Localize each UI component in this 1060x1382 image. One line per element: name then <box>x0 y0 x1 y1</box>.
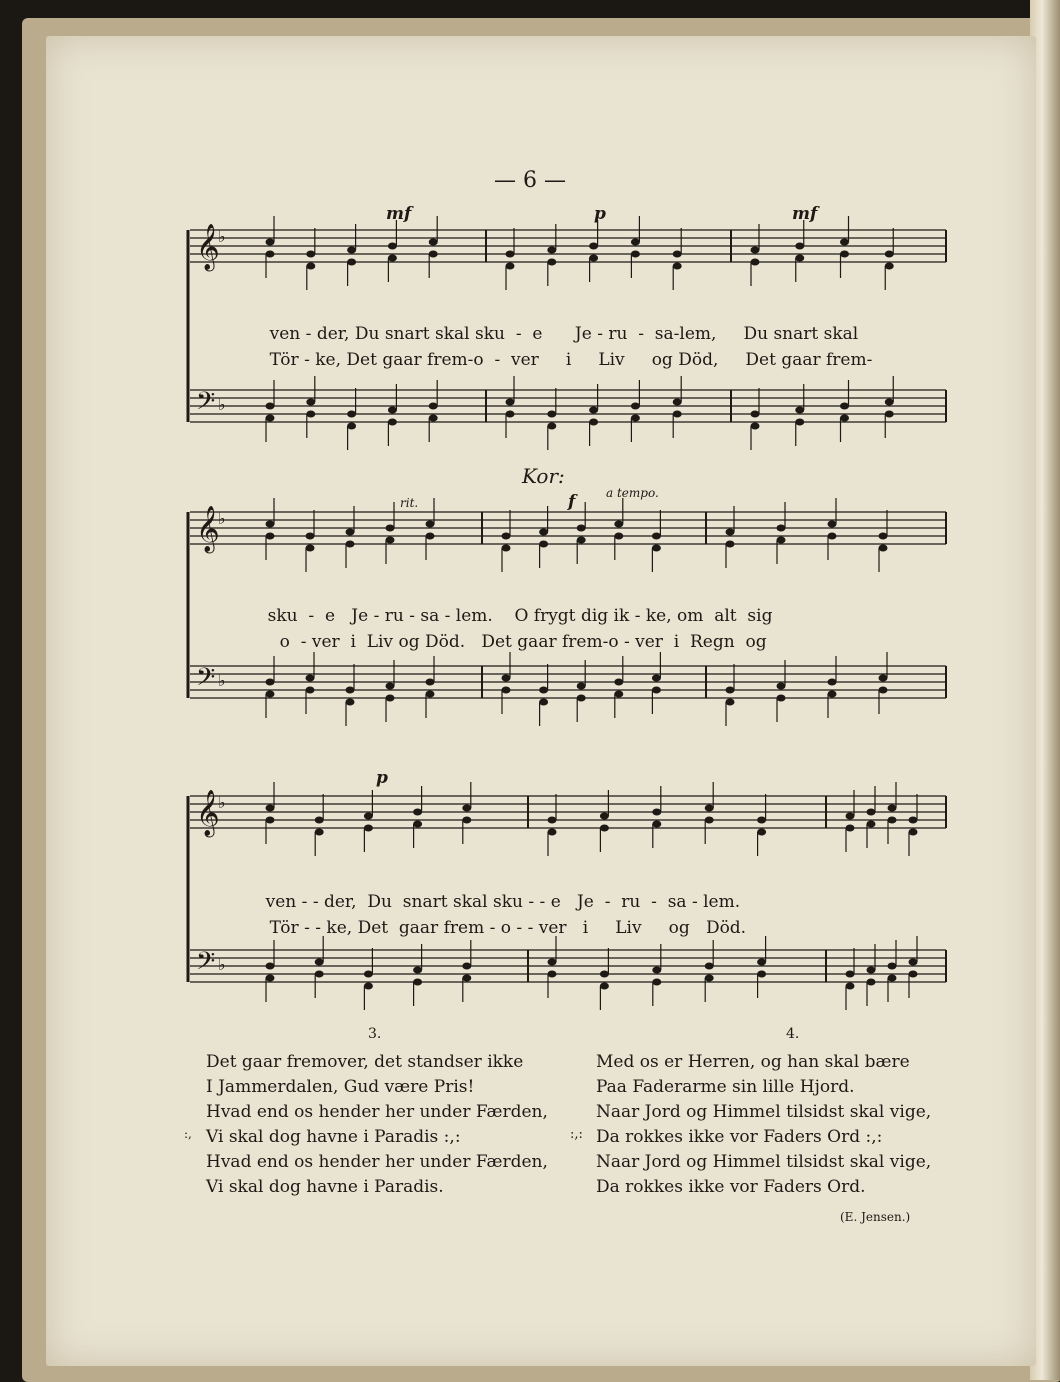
note-head <box>306 411 315 418</box>
note-head <box>867 967 876 974</box>
note-head <box>364 983 373 990</box>
note-head <box>547 247 556 254</box>
note-head <box>426 691 435 698</box>
note-head <box>846 971 855 978</box>
note-head <box>266 817 275 824</box>
treble-clef-icon: 𝄞 <box>196 506 220 552</box>
note-head <box>751 423 760 430</box>
treble-clef-icon: 𝄞 <box>196 224 220 270</box>
note-head <box>879 687 888 694</box>
note-head <box>885 251 894 258</box>
note-head <box>539 529 548 536</box>
note-head <box>652 687 661 694</box>
verse-number-4: 4. <box>786 1026 800 1042</box>
note-head <box>346 699 355 706</box>
music-system-3 <box>186 760 960 1010</box>
note-head <box>429 415 438 422</box>
lyric-line-2: Tör - ke, Det gaar frem-o - ver i Liv og Död, Det gaar frem- <box>269 350 873 370</box>
note-head <box>888 805 897 812</box>
note-head <box>577 695 586 702</box>
verse-3-repeat-mark: :, <box>184 1127 192 1141</box>
note-head <box>266 963 275 970</box>
verse-3-line: Det gaar fremover, det standser ikke <box>206 1052 524 1072</box>
note-head <box>347 411 356 418</box>
note-head <box>388 407 397 414</box>
note-head <box>306 687 315 694</box>
note-head <box>413 967 422 974</box>
flat-key-signature-icon: ♭ <box>218 509 226 528</box>
note-head <box>502 675 511 682</box>
note-head <box>885 399 894 406</box>
note-head <box>795 407 804 414</box>
note-head <box>506 411 515 418</box>
flat-key-signature-icon: ♭ <box>218 227 226 246</box>
note-head <box>315 829 324 836</box>
note-head <box>266 975 275 982</box>
treble-clef-icon: 𝄞 <box>196 790 220 836</box>
note-head <box>306 263 315 270</box>
note-head <box>577 683 586 690</box>
note-head <box>673 251 682 258</box>
note-head <box>462 805 471 812</box>
note-head <box>306 675 315 682</box>
note-head <box>547 423 556 430</box>
note-head <box>840 403 849 410</box>
note-head <box>840 251 849 258</box>
note-head <box>589 243 598 250</box>
note-head <box>462 963 471 970</box>
note-head <box>502 687 511 694</box>
note-head <box>462 817 471 824</box>
note-head <box>888 817 897 824</box>
note-head <box>909 959 918 966</box>
note-head <box>705 963 714 970</box>
lyric-line-6: Tör - - ke, Det gaar frem - o - - ver i Liv og Död. <box>269 918 747 938</box>
note-head <box>347 247 356 254</box>
note-head <box>795 255 804 262</box>
lyric-line-1: ven - der, Du snart skal sku - e Je - ru - sa-lem, Du snart skal <box>269 324 859 344</box>
note-head <box>600 983 609 990</box>
verse-3-line: Vi skal dog havne i Paradis :,: <box>206 1127 461 1147</box>
note-head <box>266 691 275 698</box>
note-head <box>589 255 598 262</box>
verse-3-line: I Jammerdalen, Gud være Pris! <box>206 1077 475 1097</box>
flat-key-signature-icon: ♭ <box>218 395 226 414</box>
note-head <box>548 829 557 836</box>
note-head <box>346 529 355 536</box>
note-head <box>757 829 766 836</box>
note-head <box>502 533 511 540</box>
note-head <box>539 687 548 694</box>
note-head <box>600 825 609 832</box>
note-head <box>306 251 315 258</box>
note-head <box>726 529 735 536</box>
note-head <box>909 817 918 824</box>
verse-4-line: Naar Jord og Himmel tilsidst skal vige, <box>596 1102 932 1122</box>
note-head <box>867 809 876 816</box>
note-head <box>600 971 609 978</box>
note-head <box>888 975 897 982</box>
note-head <box>347 259 356 266</box>
note-head <box>506 399 515 406</box>
note-head <box>673 399 682 406</box>
note-head <box>652 979 661 986</box>
note-head <box>751 411 760 418</box>
note-head <box>909 971 918 978</box>
note-head <box>828 679 837 686</box>
verse-4-line: Naar Jord og Himmel tilsidst skal vige, <box>596 1152 932 1172</box>
flat-key-signature-icon: ♭ <box>218 671 226 690</box>
note-head <box>315 817 324 824</box>
note-head <box>757 817 766 824</box>
note-head <box>266 251 275 258</box>
note-head <box>388 243 397 250</box>
author-credit: (E. Jensen.) <box>840 1210 911 1224</box>
note-head <box>426 533 435 540</box>
note-head <box>462 975 471 982</box>
verse-3-line: Hvad end os hender her under Færden, <box>206 1102 548 1122</box>
note-head <box>548 817 557 824</box>
note-head <box>652 533 661 540</box>
note-head <box>909 829 918 836</box>
note-head <box>364 971 373 978</box>
bass-clef-icon: 𝄢 <box>196 663 216 698</box>
note-head <box>386 683 395 690</box>
note-head <box>306 533 315 540</box>
note-head <box>589 419 598 426</box>
note-head <box>266 679 275 686</box>
note-head <box>429 239 438 246</box>
note-head <box>315 959 324 966</box>
verse-4-line: Med os er Herren, og han skal bære <box>596 1052 910 1072</box>
note-head <box>840 415 849 422</box>
note-head <box>879 545 888 552</box>
note-head <box>266 533 275 540</box>
note-head <box>413 821 422 828</box>
note-head <box>347 423 356 430</box>
music-system-1 <box>186 200 960 440</box>
note-head <box>429 403 438 410</box>
note-head <box>751 247 760 254</box>
note-head <box>388 419 397 426</box>
note-head <box>614 521 623 528</box>
verse-number-3: 3. <box>368 1026 382 1042</box>
note-head <box>266 415 275 422</box>
note-head <box>502 545 511 552</box>
note-head <box>652 809 661 816</box>
note-head <box>600 813 609 820</box>
note-head <box>673 411 682 418</box>
note-head <box>777 695 786 702</box>
note-head <box>631 251 640 258</box>
music-system-2 <box>186 464 960 720</box>
note-head <box>631 239 640 246</box>
kor-heading: Kor: <box>522 464 565 488</box>
note-head <box>306 399 315 406</box>
note-head <box>777 525 786 532</box>
note-head <box>426 521 435 528</box>
note-head <box>757 959 766 966</box>
note-head <box>828 521 837 528</box>
note-head <box>828 533 837 540</box>
flat-key-signature-icon: ♭ <box>218 793 226 812</box>
flat-key-signature-icon: ♭ <box>218 955 226 974</box>
note-head <box>547 259 556 266</box>
note-head <box>777 537 786 544</box>
verse-3-line: Hvad end os hender her under Færden, <box>206 1152 548 1172</box>
note-head <box>426 679 435 686</box>
dynamic-f: f <box>568 492 576 512</box>
note-head <box>705 805 714 812</box>
note-head <box>386 695 395 702</box>
note-head <box>846 825 855 832</box>
page-number: — 6 — <box>494 168 566 193</box>
note-head <box>429 251 438 258</box>
note-head <box>364 813 373 820</box>
verse-4-line: Paa Faderarme sin lille Hjord. <box>596 1077 855 1097</box>
note-head <box>631 403 640 410</box>
dynamic-mf-1: mf <box>386 204 412 224</box>
tempo-rit: rit. <box>400 496 419 510</box>
note-head <box>614 679 623 686</box>
note-head <box>888 963 897 970</box>
note-head <box>614 691 623 698</box>
note-head <box>885 263 894 270</box>
lyric-line-3: sku - e Je - ru - sa - lem. O frygt dig ik - ke, om alt sig <box>267 606 773 626</box>
note-head <box>705 817 714 824</box>
note-head <box>547 411 556 418</box>
note-head <box>539 541 548 548</box>
note-head <box>577 525 586 532</box>
note-head <box>652 821 661 828</box>
note-head <box>266 521 275 528</box>
note-head <box>840 239 849 246</box>
verse-4-line: Da rokkes ikke vor Faders Ord. <box>596 1177 866 1197</box>
note-head <box>266 403 275 410</box>
note-head <box>846 813 855 820</box>
note-head <box>795 243 804 250</box>
note-head <box>315 971 324 978</box>
note-head <box>751 259 760 266</box>
note-head <box>614 533 623 540</box>
note-head <box>589 407 598 414</box>
note-head <box>846 983 855 990</box>
verse-3-line: Vi skal dog havne i Paradis. <box>206 1177 444 1197</box>
note-head <box>828 691 837 698</box>
note-head <box>867 821 876 828</box>
note-head <box>539 699 548 706</box>
note-head <box>726 687 735 694</box>
note-head <box>757 971 766 978</box>
note-head <box>506 251 515 258</box>
bass-clef-icon: 𝄢 <box>196 947 216 982</box>
note-head <box>306 545 315 552</box>
note-head <box>413 809 422 816</box>
note-head <box>413 979 422 986</box>
note-head <box>867 979 876 986</box>
note-head <box>652 545 661 552</box>
note-head <box>673 263 682 270</box>
note-head <box>548 959 557 966</box>
dynamic-mf-2: mf <box>792 204 818 224</box>
note-head <box>726 699 735 706</box>
note-head <box>652 675 661 682</box>
note-head <box>652 967 661 974</box>
note-head <box>879 675 888 682</box>
bass-clef-icon: 𝄢 <box>196 387 216 422</box>
note-head <box>577 537 586 544</box>
dynamic-p-2: p <box>376 768 388 788</box>
lyric-line-4: o - ver i Liv og Död. Det gaar frem-o - ver i Regn og <box>279 632 767 652</box>
note-head <box>795 419 804 426</box>
note-head <box>266 805 275 812</box>
note-head <box>386 537 395 544</box>
verse-4-line: Da rokkes ikke vor Faders Ord :,: <box>596 1127 883 1147</box>
note-head <box>364 825 373 832</box>
note-head <box>346 541 355 548</box>
note-head <box>548 971 557 978</box>
note-head <box>386 525 395 532</box>
tempo-a-tempo: a tempo. <box>606 486 659 500</box>
note-head <box>346 687 355 694</box>
note-head <box>885 411 894 418</box>
verse-4-repeat-mark: :,: <box>570 1127 583 1142</box>
note-head <box>879 533 888 540</box>
dynamic-p-1: p <box>594 204 606 224</box>
note-head <box>631 415 640 422</box>
note-head <box>388 255 397 262</box>
lyric-line-5: ven - - der, Du snart skal sku - - e Je - ru - sa - lem. <box>265 892 741 912</box>
note-head <box>726 541 735 548</box>
note-head <box>777 683 786 690</box>
note-head <box>266 239 275 246</box>
note-head <box>705 975 714 982</box>
note-head <box>506 263 515 270</box>
